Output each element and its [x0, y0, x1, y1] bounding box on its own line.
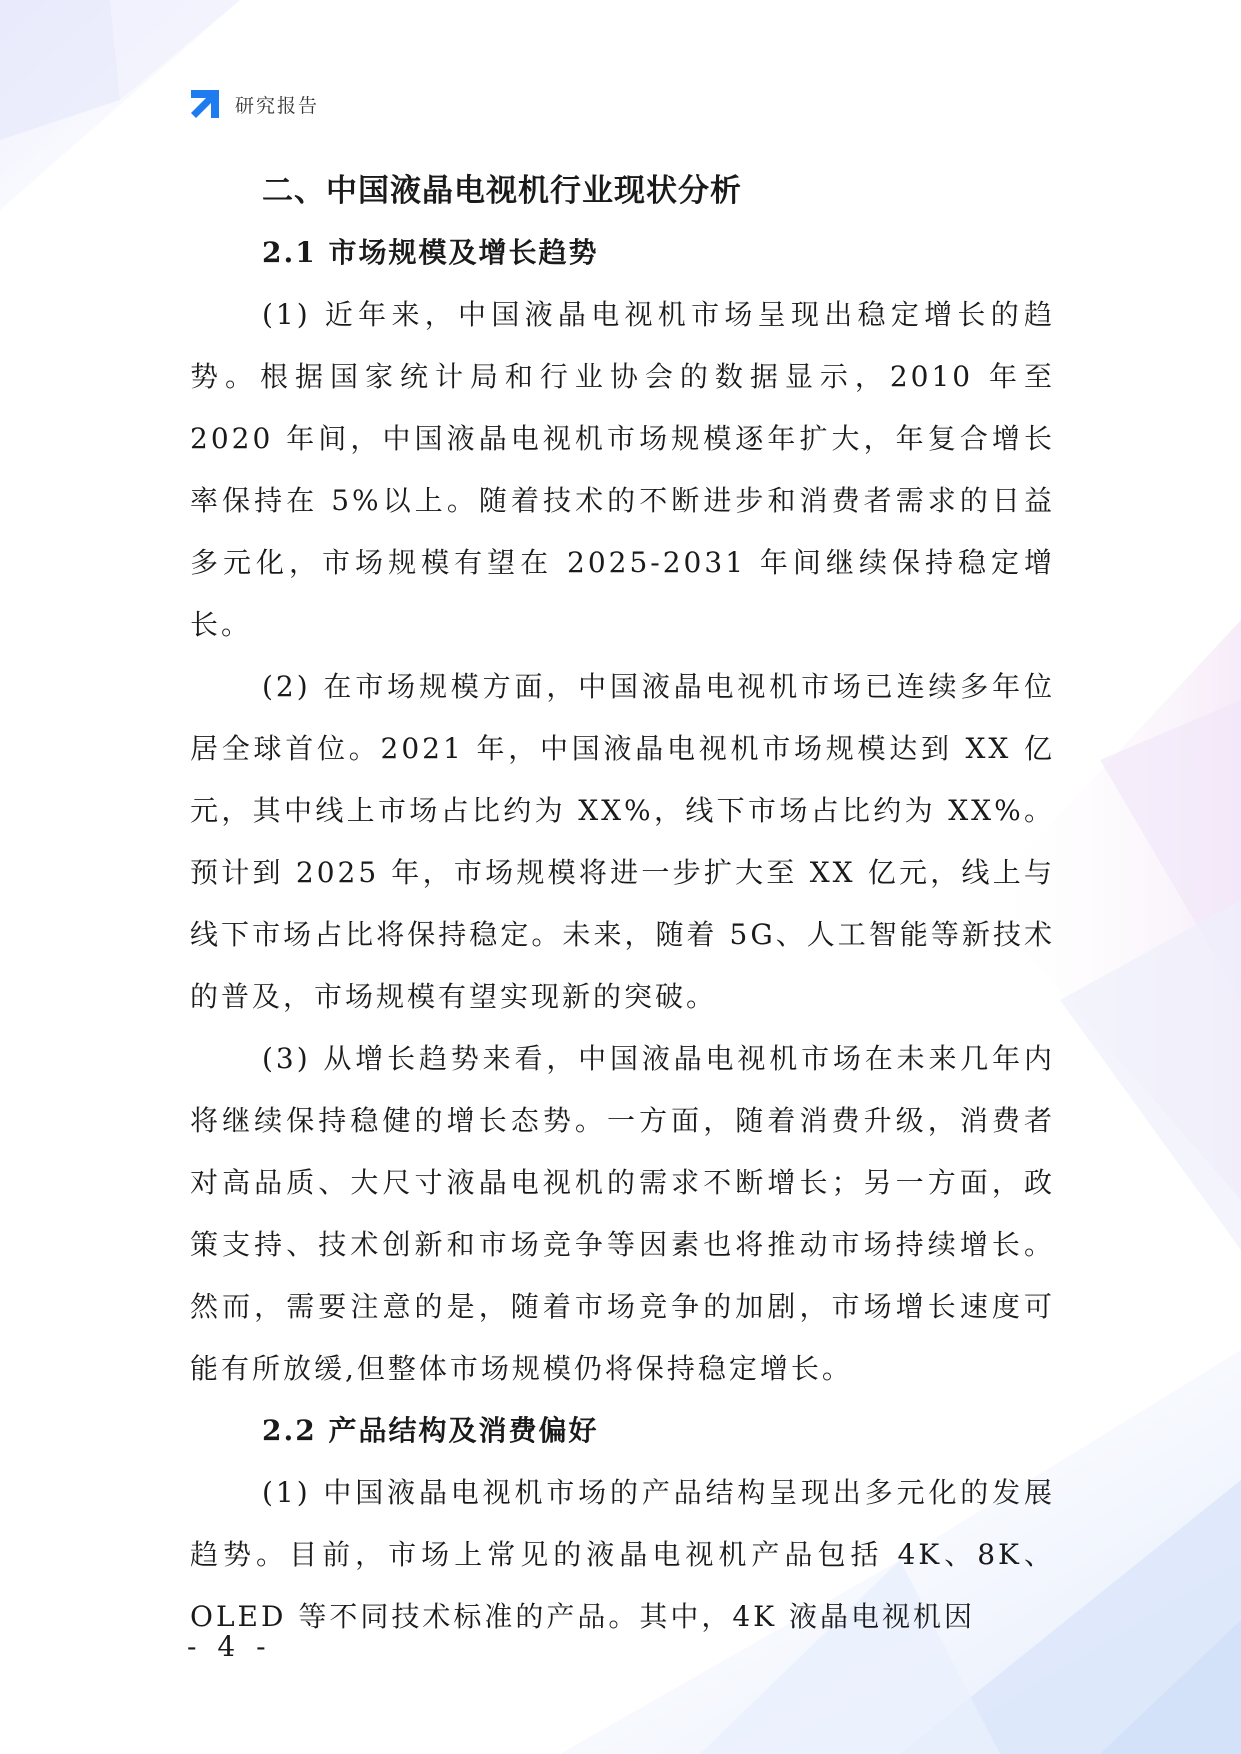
- section-title: 二、中国液晶电视机行业现状分析: [262, 173, 742, 209]
- subsection-title: 2.1 市场规模及增长趋势: [262, 236, 599, 269]
- subsection-title: 2.2 产品结构及消费偏好: [262, 1414, 599, 1447]
- paragraph: (1) 中国液晶电视机市场的产品结构呈现出多元化的发展趋势。目前，市场上常见的液晶电视机产品包括 4K、8K、OLED 等不同技术标准的产品。其中，4K 液晶电视机因: [190, 1476, 1055, 1633]
- paragraph: (1) 近年来，中国液晶电视机市场呈现出稳定增长的趋势。根据国家统计局和行业协会的数据显示，2010 年至 2020 年间，中国液晶电视机市场规模逐年扩大，年复合增长率保持在 5%以上。随着技术的不断进步和消费者需求的日益多元化，市场规模有望在 2025-2031 年间继续保持稳定增长。: [190, 298, 1055, 641]
- page-number: - 4 -: [187, 1630, 272, 1663]
- paragraph: (3) 从增长趋势来看，中国液晶电视机市场在未来几年内将继续保持稳健的增长态势。一方面，随着消费升级，消费者对高品质、大尺寸液晶电视机的需求不断增长；另一方面，政策支持、技术创新和市场竞争等因素也将推动市场持续增长。然而，需要注意的是，随着市场竞争的加剧，市场增长速度可能有所放缓,但整体市场规模仍将保持稳定增长。: [190, 1042, 1055, 1385]
- paragraph: (2) 在市场规模方面，中国液晶电视机市场已连续多年位居全球首位。2021 年，中国液晶电视机市场规模达到 XX 亿元，其中线上市场占比约为 XX%，线下市场占比约为 XX%。预计到 2025 年，市场规模将进一步扩大至 XX 亿元，线上与线下市场占比将保持稳定。未来，随着 5G、人工智能等新技术的普及，市场规模有望实现新的突破。: [190, 670, 1055, 1013]
- report-header: [187, 86, 319, 122]
- header-label: 研究报告: [235, 94, 320, 117]
- report-body: [190, 160, 1055, 1648]
- arrow-logo-icon: [187, 86, 223, 122]
